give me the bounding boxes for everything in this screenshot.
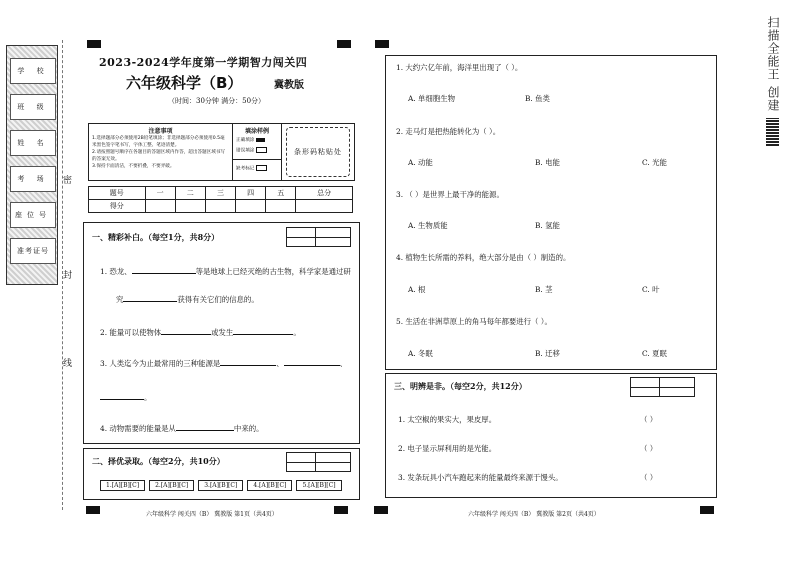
r-question-1: 1. 大约六亿年前，海洋里出现了（ ）。 bbox=[396, 63, 523, 72]
r-question-4: 4. 植物生长所需的养料，绝大部分是由（ ）制造的。 bbox=[396, 253, 571, 262]
r-q5-option-b[interactable]: B. 迁移 bbox=[535, 349, 560, 358]
r-q3-option-a[interactable]: A. 生物质能 bbox=[408, 221, 448, 230]
notice-line-2: 2.请按照题号顺序在各题目的答题区域内作答，超出答题区域书写的答案无效。 bbox=[92, 150, 226, 162]
binding-info-strip bbox=[6, 45, 58, 285]
answer-bubble-5[interactable]: 5.[A][B][C] bbox=[296, 480, 341, 491]
score-cell[interactable] bbox=[145, 200, 175, 213]
r-q4-option-b[interactable]: B. 茎 bbox=[535, 285, 553, 294]
answer-bubble-4[interactable]: 4.[A][B][C] bbox=[247, 480, 292, 491]
section1-title: 一、精彩补白。（每空1分，共8分） bbox=[92, 232, 220, 242]
binding-field-name: 姓 名 bbox=[10, 130, 56, 156]
exam-subject-title: 六年级科学（B） bbox=[126, 74, 243, 92]
binding-field-seat: 座位号 bbox=[10, 202, 56, 228]
score-header: 四 bbox=[236, 187, 266, 200]
s1-question-2: 2. 能量可以使物体 或发生 。 bbox=[100, 328, 301, 337]
r-q3-option-b[interactable]: B. 氢能 bbox=[535, 221, 560, 230]
section1-scorer bbox=[286, 227, 351, 247]
registration-mark bbox=[337, 40, 351, 48]
exam-meta: （时间：30分钟 满分：50分） bbox=[168, 97, 266, 105]
score-header: 总分 bbox=[296, 187, 353, 200]
qr-code-icon bbox=[766, 118, 779, 146]
notice-title: 注意事项 bbox=[148, 128, 173, 135]
r-question-5: 5. 生活在非洲草原上的角马每年都要进行（ ）。 bbox=[396, 317, 552, 326]
registration-mark bbox=[87, 40, 101, 48]
binding-field-ticket: 准考证号 bbox=[10, 238, 56, 264]
exam-year-title: 2023-2024学年度第一学期智力闯关四 bbox=[99, 56, 308, 69]
binding-field-class: 班 级 bbox=[10, 94, 56, 120]
binding-field-school: 学 校 bbox=[10, 58, 56, 84]
absent-mark[interactable]: 缺考标记 bbox=[233, 159, 281, 172]
section2-title: 二、择优录取。（每空2分，共10分） bbox=[92, 456, 225, 466]
binding-field-room: 考 场 bbox=[10, 166, 56, 192]
registration-mark bbox=[700, 506, 714, 514]
r-q4-option-a[interactable]: A. 根 bbox=[408, 285, 426, 294]
fill-sample-correct: 正确填涂 bbox=[233, 135, 281, 145]
r-question-3: 3. （ ）是世界上最干净的能源。 bbox=[396, 190, 504, 199]
section3-scorer bbox=[630, 377, 695, 397]
cut-label-feng: 封 bbox=[63, 271, 73, 281]
s1-question-1-cont: 究 获得有关它们的信息的。 bbox=[116, 295, 259, 304]
judge-statement-2: 2. 电子显示屏利用的是光能。 bbox=[398, 444, 497, 453]
blank[interactable] bbox=[123, 294, 177, 302]
score-cell[interactable] bbox=[205, 200, 235, 213]
registration-mark bbox=[374, 506, 388, 514]
score-header: 题号 bbox=[89, 187, 146, 200]
s1-question-3-cont: 。 bbox=[100, 392, 151, 403]
judge-answer-1[interactable]: （ ） bbox=[640, 415, 658, 424]
score-cell[interactable] bbox=[296, 200, 353, 213]
barcode-area: 条形码粘贴处 bbox=[286, 127, 350, 177]
judge-statement-3: 3. 发条玩具小汽车跑起来的能量最终来源于馒头。 bbox=[398, 473, 563, 482]
blank[interactable] bbox=[132, 266, 196, 274]
blank[interactable] bbox=[220, 358, 276, 366]
score-header: 五 bbox=[266, 187, 296, 200]
fill-sample-title: 填涂样例 bbox=[244, 128, 269, 135]
r-q2-option-c[interactable]: C. 光能 bbox=[642, 158, 667, 167]
score-table bbox=[88, 186, 353, 213]
answer-bubble-3[interactable]: 3.[A][B][C] bbox=[198, 480, 243, 491]
r-q5-option-c[interactable]: C. 夏眠 bbox=[642, 349, 667, 358]
blank[interactable] bbox=[284, 358, 340, 366]
fill-sample-wrong: 错误填涂 bbox=[233, 145, 281, 156]
judge-answer-2[interactable]: （ ） bbox=[640, 444, 658, 453]
cut-label-mi: 密 bbox=[63, 176, 73, 186]
blank[interactable] bbox=[176, 423, 234, 431]
notice-box bbox=[88, 123, 355, 181]
footer-page-1: 六年级科学 闯关四（B） 冀教版 第1页（共4页） bbox=[146, 511, 278, 518]
section3-title: 三、明辨是非。（每空2分，共12分） bbox=[394, 381, 527, 391]
score-header: 二 bbox=[175, 187, 205, 200]
s1-question-3: 3. 人类迄今为止最常用的三种能源是 、 、 bbox=[100, 359, 348, 368]
scanner-watermark: 扫描全能王 创建 bbox=[766, 16, 780, 112]
s1-question-1: 1. 恐龙、 等是地球上已经灭绝的古生物，科学家是通过研 bbox=[100, 267, 351, 276]
blank[interactable] bbox=[161, 327, 211, 335]
score-header: 一 bbox=[145, 187, 175, 200]
cut-label-xian: 线 bbox=[63, 359, 73, 369]
registration-mark bbox=[334, 506, 348, 514]
footer-page-2: 六年级科学 闯关四（B） 冀教版 第2页（共4页） bbox=[468, 511, 600, 518]
score-cell[interactable] bbox=[236, 200, 266, 213]
r-q1-option-a[interactable]: A. 单细胞生物 bbox=[408, 94, 455, 103]
registration-mark bbox=[86, 506, 100, 514]
score-cell[interactable] bbox=[175, 200, 205, 213]
judge-answer-3[interactable]: （ ） bbox=[640, 473, 658, 482]
s1-question-4: 4. 动物需要的能量是从 中来的。 bbox=[100, 424, 264, 433]
r-q1-option-b[interactable]: B. 鱼类 bbox=[525, 94, 550, 103]
judge-statement-1: 1. 太空椒的果实大，果皮厚。 bbox=[398, 415, 497, 424]
answer-bubble-1[interactable]: 1.[A][B][C] bbox=[100, 480, 145, 491]
blank[interactable] bbox=[233, 327, 293, 335]
score-header: 三 bbox=[205, 187, 235, 200]
r-question-2: 2. 走马灯是把热能转化为（ ）。 bbox=[396, 127, 501, 136]
answer-bubble-2[interactable]: 2.[A][B][C] bbox=[149, 480, 194, 491]
notice-line-3: 3.保持卡面清洁，不要折叠，不要弄破。 bbox=[92, 164, 175, 169]
r-q2-option-a[interactable]: A. 动能 bbox=[408, 158, 433, 167]
r-q4-option-c[interactable]: C. 叶 bbox=[642, 285, 660, 294]
r-q2-option-b[interactable]: B. 电能 bbox=[535, 158, 560, 167]
score-cell[interactable] bbox=[266, 200, 296, 213]
blank[interactable] bbox=[100, 392, 144, 400]
exam-edition: 冀教版 bbox=[274, 80, 304, 91]
r-q5-option-a[interactable]: A. 冬眠 bbox=[408, 349, 433, 358]
answer-bubbles bbox=[100, 480, 346, 491]
notice-line-1: 1.选择题部分必须使用2B铅笔填涂；非选择题部分必须使用0.5毫米黑色签字笔书写，字体工整、笔迹清楚。 bbox=[92, 136, 225, 148]
score-row-label: 得分 bbox=[89, 200, 146, 213]
section2-scorer bbox=[286, 452, 351, 472]
registration-mark bbox=[375, 40, 389, 48]
